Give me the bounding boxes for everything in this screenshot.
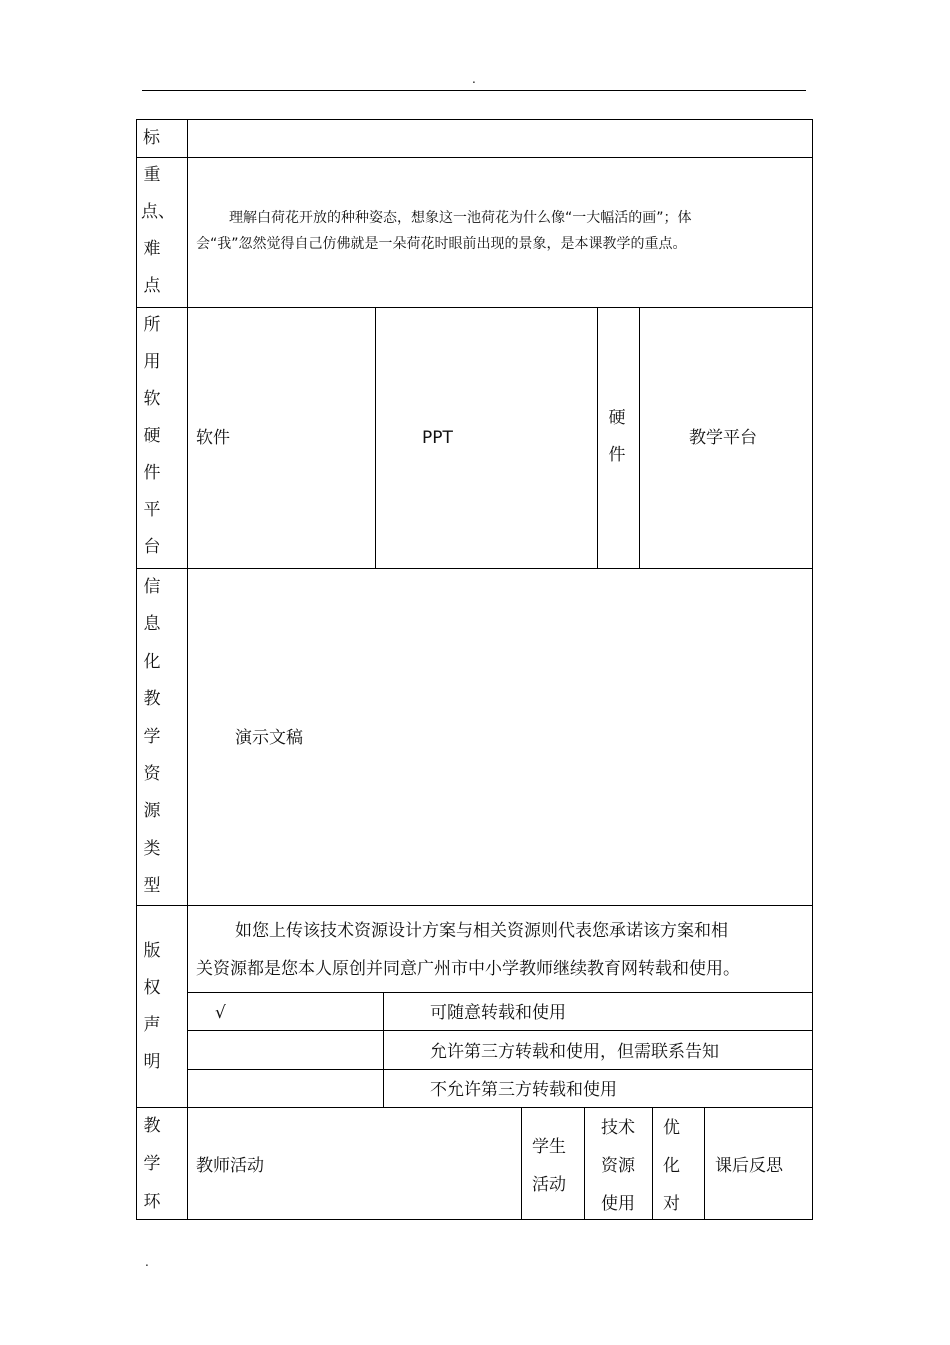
label-char: 用 (143, 352, 161, 372)
label-char: 难 (143, 239, 161, 259)
label-char: 所 (143, 315, 161, 335)
cell-divider (704, 1107, 705, 1219)
resource-type-value: 演示文稿 (235, 728, 303, 748)
label-char: 息 (143, 614, 161, 634)
label-char: 明 (143, 1052, 161, 1072)
header-line: 使用 (601, 1194, 635, 1214)
header-line: 学生 (532, 1137, 566, 1157)
label-column-divider (187, 119, 188, 1220)
header-line: 对 (663, 1194, 680, 1214)
keypoints-text-line1: 理解白荷花开放的种种姿态，想象这一池荷花为什么像“一大幅活的画”；体 (229, 210, 692, 226)
label-char: 件 (143, 463, 161, 483)
reflection-header: 课后反思 (715, 1156, 783, 1176)
header-dot: . (472, 72, 476, 86)
label-char: 源 (143, 801, 161, 821)
label-char: 教 (143, 689, 161, 709)
label-char: 硬 (143, 426, 161, 446)
label-char: 教 (143, 1116, 161, 1136)
label-char: 学 (143, 727, 161, 747)
header-line: 优 (663, 1118, 680, 1138)
cell-divider (521, 1107, 522, 1219)
label-char: 件 (608, 445, 626, 465)
label-char: 信 (143, 577, 161, 597)
checkmark-icon: √ (215, 1003, 226, 1023)
label-char: 软 (143, 389, 161, 409)
label-char: 点、 (141, 202, 175, 222)
option-text: 可随意转载和使用 (430, 1003, 566, 1023)
row-line (136, 119, 813, 120)
keypoints-text-line2: 会“我”忽然觉得自己仿佛就是一朵荷花时眼前出现的景象，是本课教学的重点。 (196, 236, 687, 252)
label-char: 资 (143, 764, 161, 784)
row-line (136, 905, 813, 906)
label-char: 环 (143, 1192, 161, 1212)
cell-divider (584, 1107, 585, 1219)
label-char: 重 (143, 165, 161, 185)
row-line (136, 157, 813, 158)
teacher-activity-header: 教师活动 (196, 1156, 264, 1176)
cell-divider (375, 307, 376, 568)
label-char: 硬 (608, 408, 626, 428)
row-label-target: 标 (143, 128, 160, 148)
header-rule (142, 90, 806, 91)
header-line: 活动 (532, 1175, 566, 1195)
header-line: 技术 (601, 1118, 635, 1138)
label-char: 化 (143, 652, 161, 672)
option-line (187, 992, 813, 993)
copyright-statement-line1: 如您上传该技术资源设计方案与相关资源则代表您承诺该方案和相 (235, 921, 728, 941)
table-right-border (812, 119, 813, 1220)
header-line: 资源 (601, 1156, 635, 1176)
cell-divider (639, 307, 640, 568)
label-char: 平 (143, 500, 161, 520)
hardware-value: 教学平台 (689, 428, 757, 448)
label-char: 类 (143, 839, 161, 859)
software-value: PPT (422, 428, 453, 448)
header-line: 化 (663, 1156, 680, 1176)
label-char: 学 (143, 1154, 161, 1174)
label-char: 台 (143, 537, 161, 557)
option-text: 不允许第三方转载和使用 (430, 1080, 617, 1100)
option-text: 允许第三方转载和使用，但需联系告知 (430, 1042, 719, 1062)
software-label: 软件 (196, 428, 230, 448)
cell-divider (597, 307, 598, 568)
option-line (187, 1030, 813, 1031)
copyright-statement-line2: 关资源都是您本人原创并同意广州市中小学教师继续教育网转载和使用。 (196, 959, 740, 979)
cell-divider (652, 1107, 653, 1219)
row-line (136, 1219, 813, 1220)
label-char: 版 (143, 941, 161, 961)
row-line (136, 307, 813, 308)
row-line (136, 568, 813, 569)
label-char: 权 (143, 978, 161, 998)
label-char: 点 (143, 276, 161, 296)
option-line (187, 1069, 813, 1070)
label-char: 声 (143, 1015, 161, 1035)
label-char: 型 (143, 876, 161, 896)
footer-dot: . (145, 1255, 149, 1269)
option-divider (383, 992, 384, 1107)
row-line (136, 1107, 813, 1108)
